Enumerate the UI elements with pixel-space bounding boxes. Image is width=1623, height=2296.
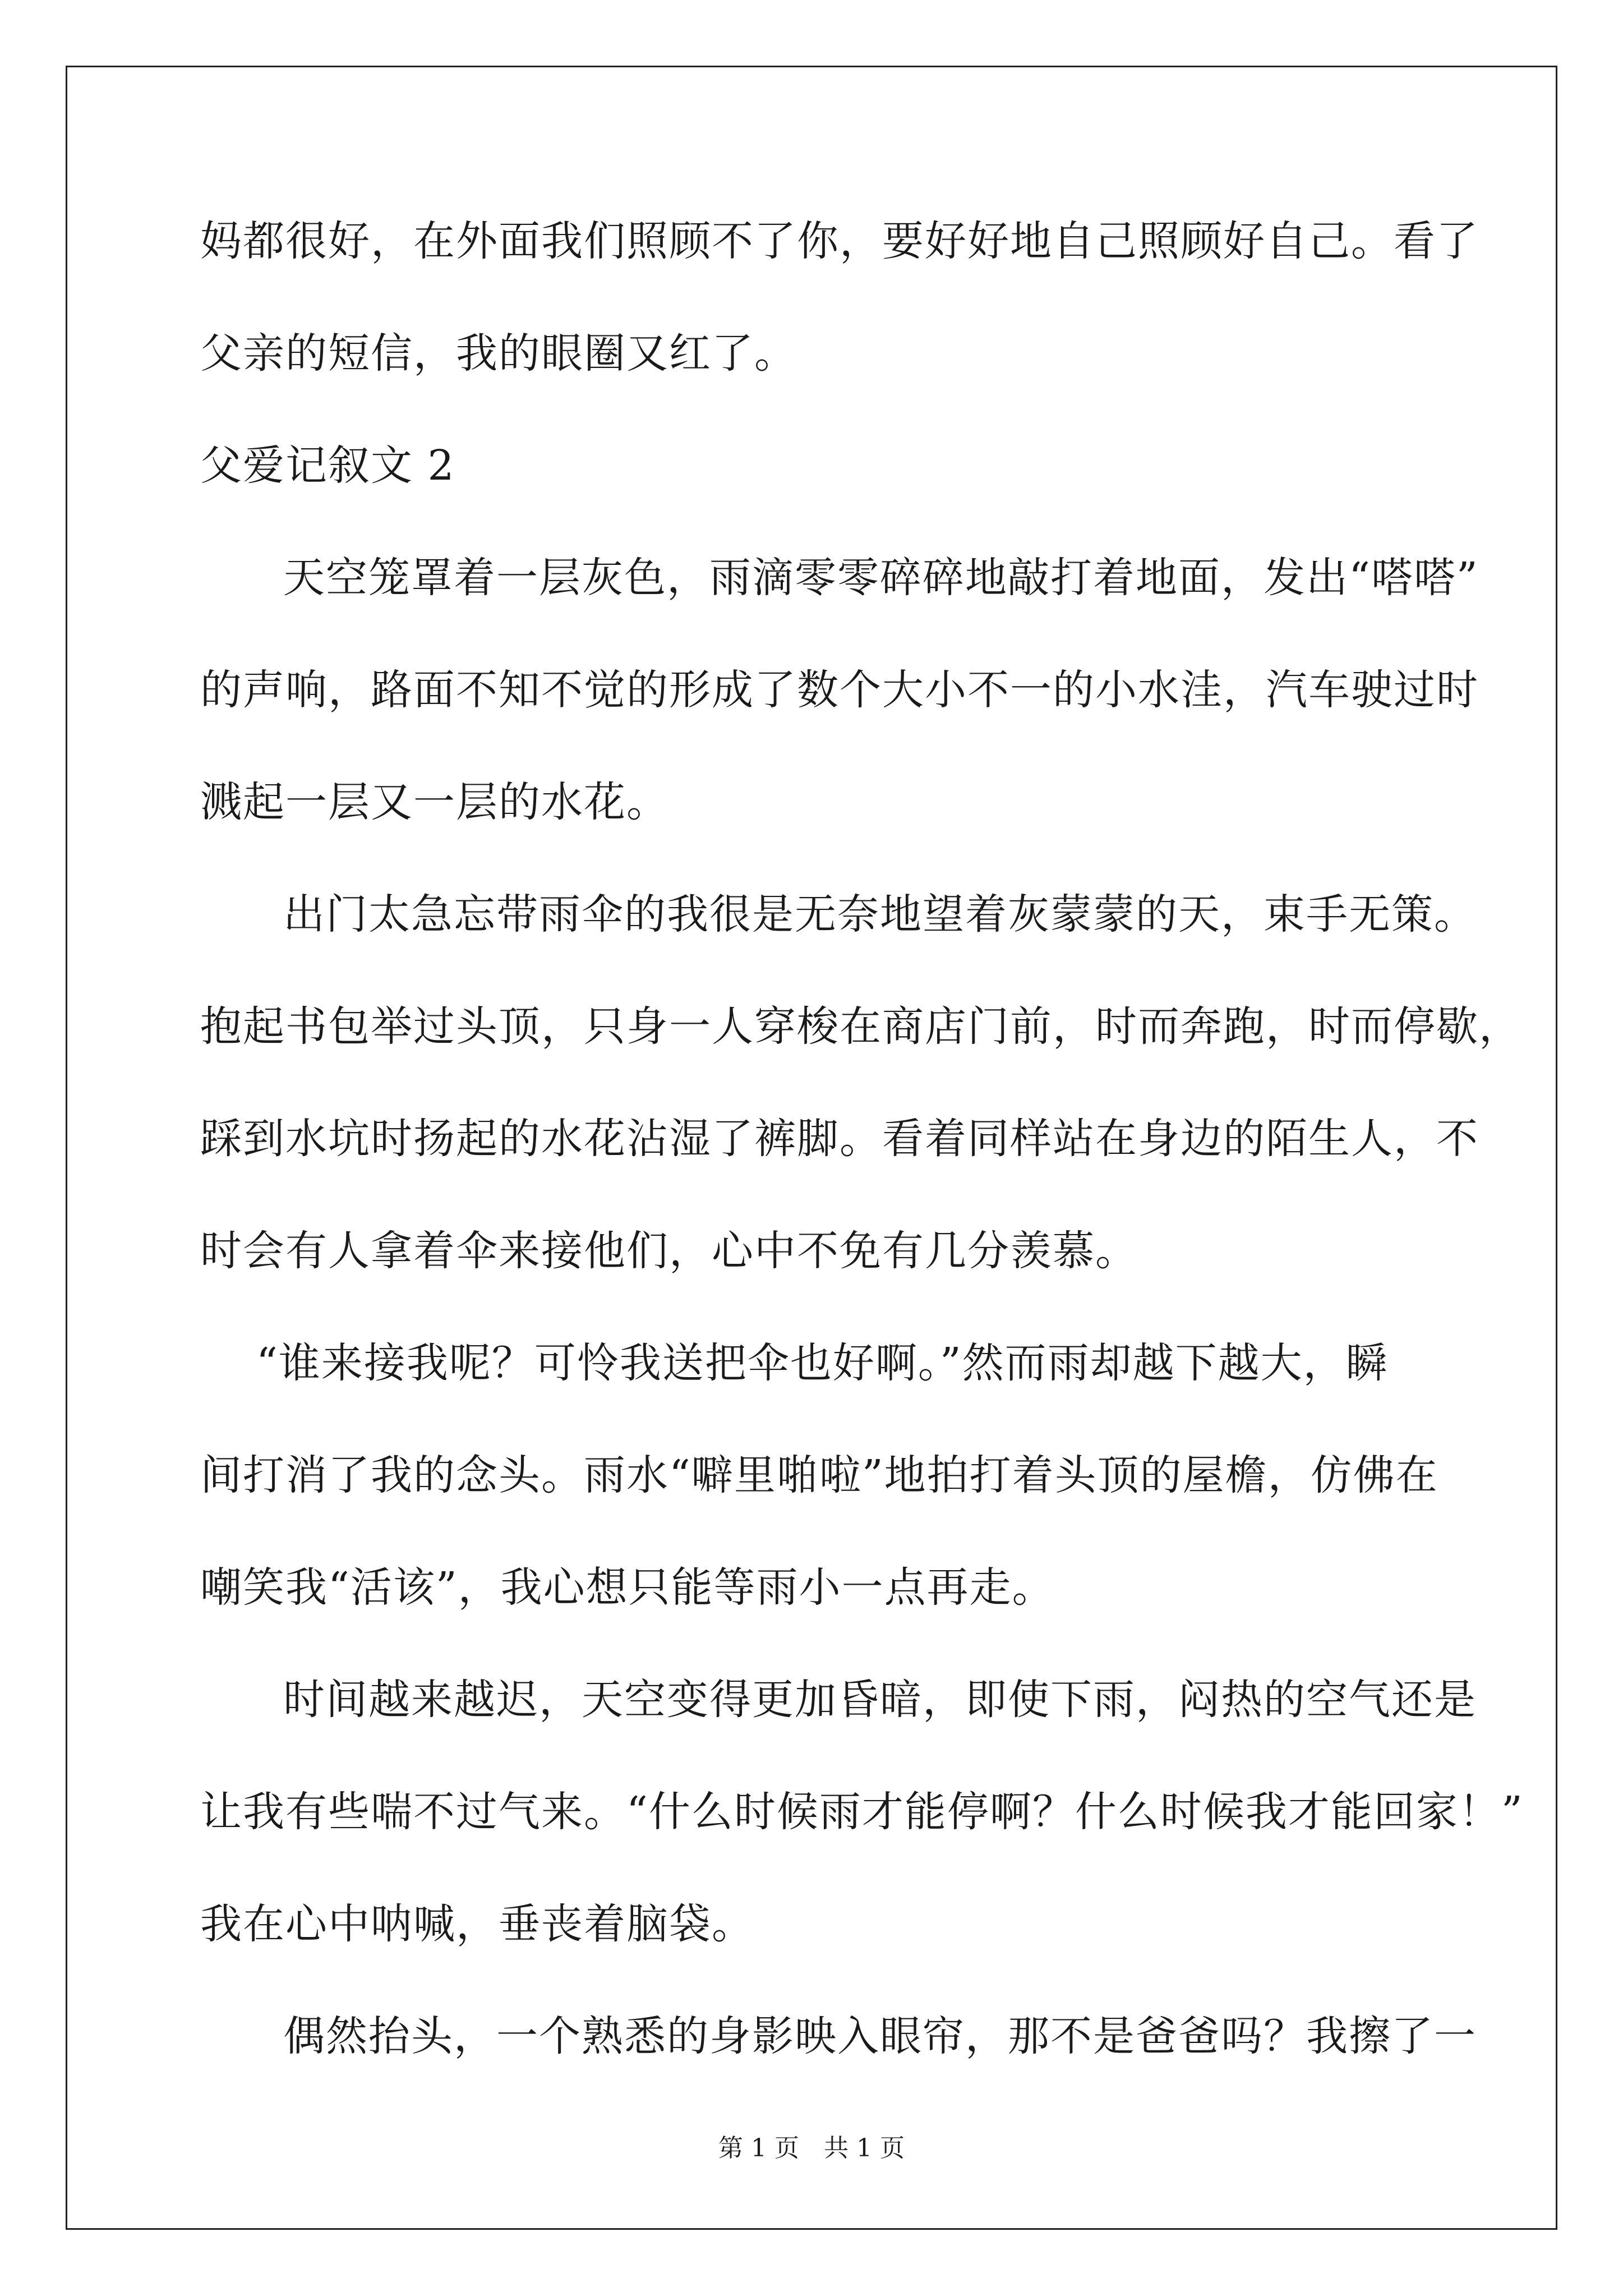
- text-line: 天空笼罩着一层灰色，雨滴零零碎碎地敲打着地面，发出“嗒嗒”: [283, 554, 1479, 602]
- text-line: 抱起书包举过头顶，只身一人穿梭在商店门前，时而奔跑，时而停歇，: [200, 1002, 1521, 1051]
- text-line: 出门太急忘带雨伞的我很是无奈地望着灰蒙蒙的天，束手无策。: [283, 890, 1477, 938]
- text-line: 我在心中呐喊，垂丧着脑袋。: [200, 1900, 754, 1948]
- text-line: “谁来接我呢？可怜我送把伞也好啊。”然而雨却越下越大，瞬: [256, 1339, 1389, 1387]
- text-line: 溅起一层又一层的水花。: [200, 778, 669, 826]
- section-heading: 父爱记叙文 2: [200, 441, 455, 490]
- text-line: 踩到水坑时扬起的水花沾湿了裤脚。看着同样站在身边的陌生人，不: [200, 1115, 1479, 1163]
- text-line: 嘲笑我“活该”，我心想只能等雨小一点再走。: [200, 1563, 1055, 1612]
- text-line: 父亲的短信，我的眼圈又红了。: [200, 329, 797, 378]
- text-line: 偶然抬头，一个熟悉的身影映入眼帘，那不是爸爸吗？我擦了一: [283, 2012, 1477, 2060]
- text-line: 让我有些喘不过气来。“什么时候雨才能停啊？什么时候我才能回家！”: [200, 1788, 1524, 1836]
- text-line: 时间越来越迟，天空变得更加昏暗，即使下雨，闷热的空气还是: [283, 1676, 1477, 1724]
- text-line: 的声响，路面不知不觉的形成了数个大小不一的小水洼，汽车驶过时: [200, 666, 1479, 714]
- page-number-footer: 第 1 页 共 1 页: [718, 2134, 905, 2162]
- text-line: 间打消了我的念头。雨水“噼里啪啦”地拍打着头顶的屋檐，仿佛在: [200, 1451, 1438, 1499]
- text-line: 时会有人拿着伞来接他们，心中不免有几分羡慕。: [200, 1227, 1138, 1275]
- text-line: 妈都很好，在外面我们照顾不了你，要好好地自己照顾好自己。看了: [200, 217, 1479, 265]
